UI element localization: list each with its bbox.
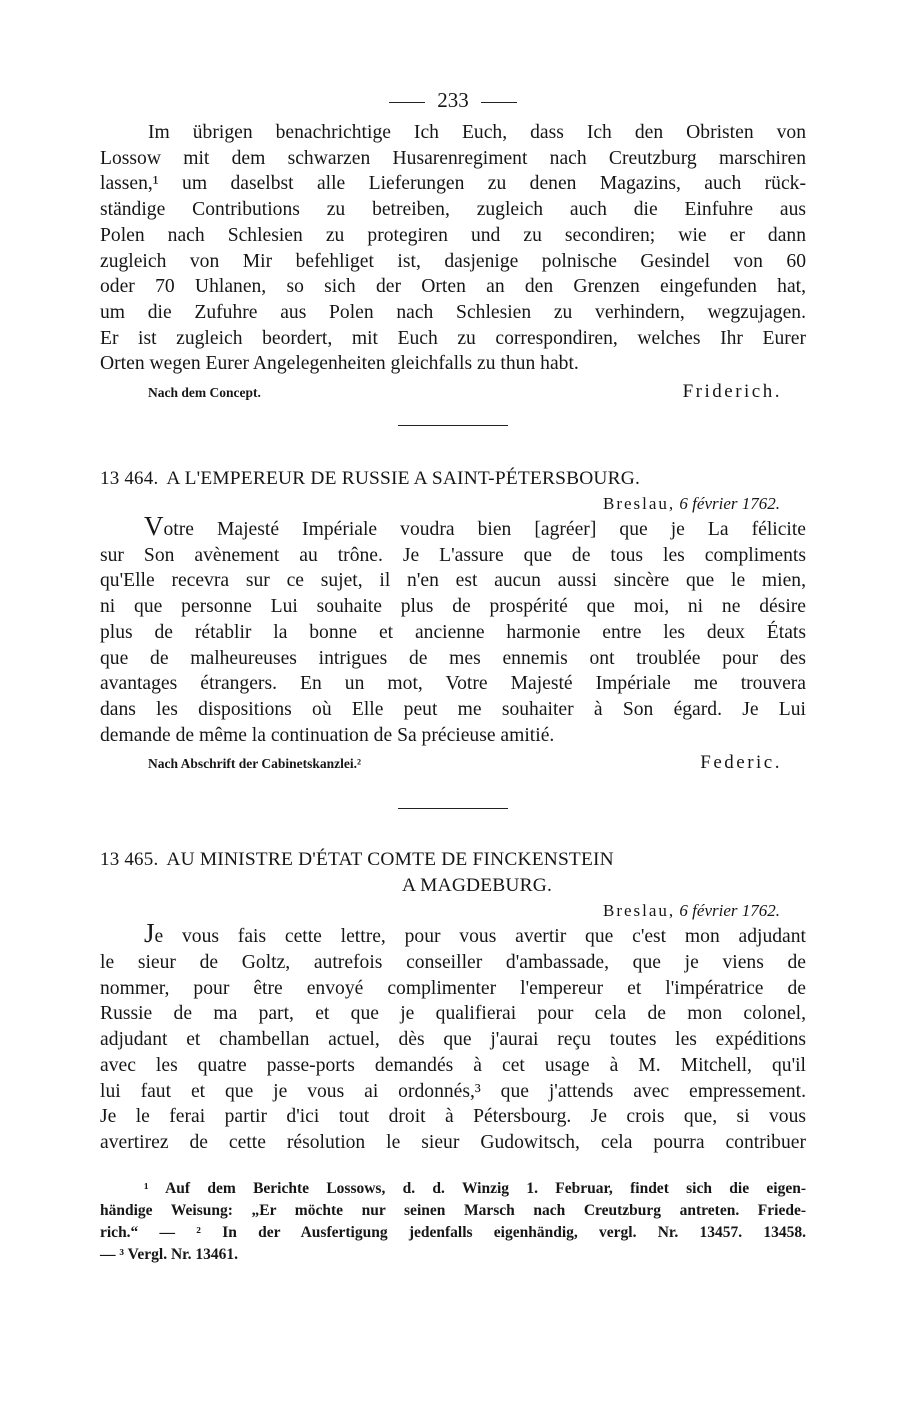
text-line: Er ist zugleich beordert, mit Euch zu correspondiren, welches Ihr Eurer <box>100 327 806 349</box>
text-line: avec les quatre passe-ports demandés à cet usage à M. Mitchell, qu'il <box>100 1054 806 1076</box>
text-line: otre Majesté Impériale voudra bien [agréer] que je La félicite <box>163 519 806 541</box>
text-line: ständige Contributions zu betreiben, zugleich auch die Einfuhre aus <box>100 199 806 221</box>
footnote-line: rich.“ — ² In der Ausfertigung jedenfalls eigenhändig, vergl. Nr. 13457. 13458. <box>100 1223 806 1241</box>
letter-body <box>100 511 806 748</box>
text-line: sur Son avènement au trône. Je L'assure que de tous les compliments <box>100 544 806 566</box>
letter-body <box>100 918 806 1155</box>
text-line: que de malheureuses intrigues de mes ennemis ont troublée pour des <box>100 647 806 669</box>
text-line: nommer, pour être envoyé complimenter l'empereur et l'impératrice de <box>100 977 806 999</box>
dateline-date: 6 février 1762. <box>679 901 780 921</box>
text-line: Orten wegen Eurer Angelegenheiten gleichfalls zu thun habt. <box>100 353 579 375</box>
text-line: Russie de ma part, et que je qualifierai pour cela de mon colonel, <box>100 1003 806 1025</box>
text-line: oder 70 Uhlanen, so sich der Orten an den Grenzen eingefunden hat, <box>100 276 806 298</box>
text-line: lassen,¹ um daselbst alle Lieferungen zu denen Magazins, auch rück- <box>100 173 806 195</box>
text-line-first <box>100 511 806 543</box>
drop-cap: V <box>144 511 164 542</box>
dateline-date: 6 février 1762. <box>679 494 780 514</box>
letter-title: AU MINISTRE D'ÉTAT COMTE DE FINCKENSTEIN <box>166 849 614 871</box>
page-number-text: 233 <box>437 88 469 112</box>
source-note: Nach Abschrift der Cabinetskanzlei.² <box>148 756 362 772</box>
section-divider <box>398 425 508 426</box>
text-line: avantages étrangers. En un mot, Votre Majesté Impériale me trouvera <box>100 673 806 695</box>
document-page <box>100 86 806 1266</box>
dateline <box>100 899 806 923</box>
signature: Federic. <box>700 752 782 774</box>
letter-title: A L'EMPEREUR DE RUSSIE A SAINT-PÉTERSBOURG. <box>166 468 640 490</box>
previous-letter-body <box>100 120 806 377</box>
text-line: Polen nach Schlesien zu protegiren und zu secondiren; wie er dann <box>100 224 806 246</box>
letter-title-subline: A MAGDEBURG. <box>402 875 552 897</box>
text-line: Je le ferai partir d'ici tout droit à Pétersbourg. Je crois que, si vous <box>100 1106 806 1128</box>
text-line: dans les dispositions où Elle peut me souhaiter à Son égard. Je Lui <box>100 698 806 720</box>
text-line: qu'Elle recevra sur ce sujet, il n'en est aucun aussi sincère que le mien, <box>100 570 806 592</box>
text-line: le sieur de Goltz, autrefois conseiller d'ambassade, que je viens de <box>100 952 806 974</box>
letter-heading <box>100 847 806 899</box>
footnote-line: — ³ Vergl. Nr. 13461. <box>100 1245 238 1263</box>
letter-footer <box>100 752 806 778</box>
text-line: avertirez de cette résolution le sieur Gudowitsch, cela pourra contribuer <box>100 1131 806 1153</box>
text-line: ni que personne Lui souhaite plus de prospérité que moi, ni ne désire <box>100 596 806 618</box>
drop-cap: J <box>144 918 155 949</box>
text-line: plus de rétablir la bonne et ancienne harmonie entre les deux États <box>100 621 806 643</box>
text-line: um die Zufuhre aus Polen nach Schlesien zu verhindern, wegzujagen. <box>100 301 806 323</box>
letter-number: 13 464. <box>100 468 159 490</box>
signature: Friderich. <box>682 381 782 403</box>
footnotes <box>100 1178 806 1266</box>
source-note: Nach dem Concept. <box>148 385 261 401</box>
page-number-dash-right <box>481 102 517 103</box>
text-line: demande de même la continuation de Sa précieuse amitié. <box>100 724 555 746</box>
text-line: Lossow mit dem schwarzen Husarenregiment nach Creutzburg marschiren <box>100 147 806 169</box>
footnote-line: händige Weisung: „Er möchte nur seinen Marsch nach Creutzburg antreten. Friede- <box>100 1201 806 1219</box>
text-line: e vous fais cette lettre, pour vous avertir que c'est mon adjudant <box>154 926 806 948</box>
text-line: lui faut et que je vous ai ordonnés,³ que j'attends avec empressement. <box>100 1080 806 1102</box>
footnote-line: ¹ Auf dem Berichte Lossows, d. d. Winzig 1. Februar, findet sich die eigen- <box>144 1179 806 1197</box>
section-divider <box>398 808 508 809</box>
page-number <box>100 86 806 120</box>
previous-letter-footer <box>100 381 806 407</box>
page-number-dash-left <box>389 102 425 103</box>
text-line-first <box>100 918 806 950</box>
dateline-place: Breslau, <box>602 494 676 514</box>
letter-heading <box>100 466 806 492</box>
dateline-place: Breslau, <box>602 901 676 921</box>
text-line: zugleich von Mir befehliget ist, dasjenige polnische Gesindel von 60 <box>100 250 806 272</box>
letter-number: 13 465. <box>100 849 159 871</box>
text-line: Im übrigen benachrichtige Ich Euch, dass Ich den Obristen von <box>148 122 806 143</box>
text-line: adjudant et chambellan actuel, dès que j'aurai reçu toutes les expéditions <box>100 1029 806 1051</box>
dateline <box>100 492 806 516</box>
